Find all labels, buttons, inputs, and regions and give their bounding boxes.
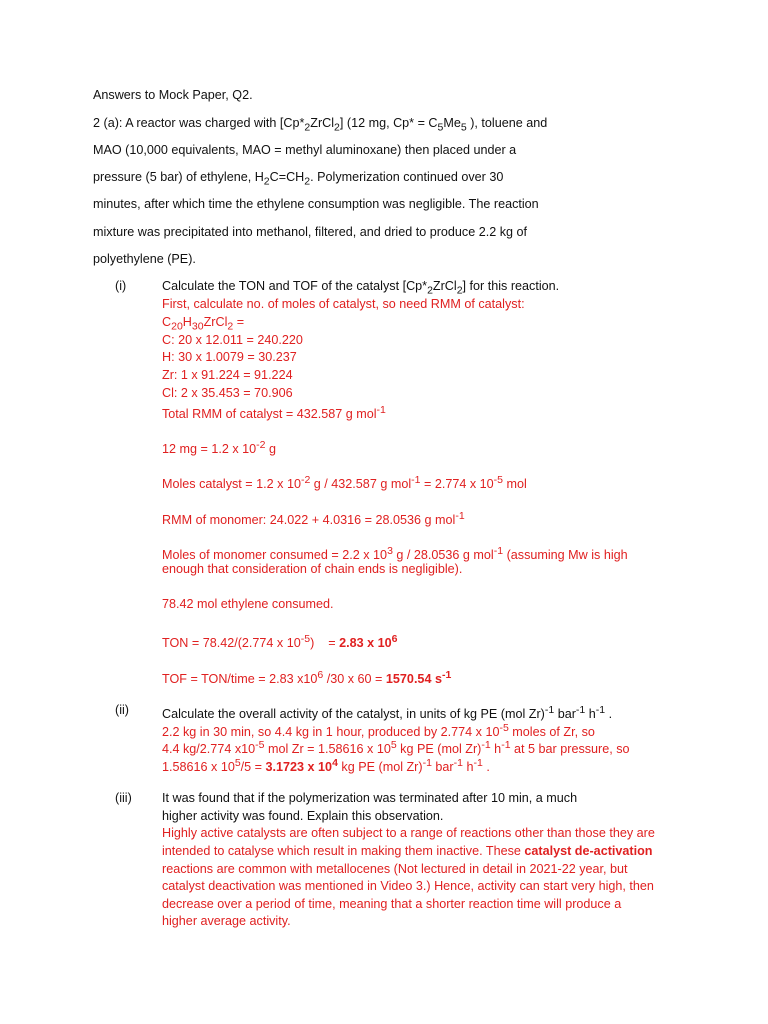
moles-monomer-line-2: enough that consideration of chain ends is negligible).	[162, 562, 463, 576]
part-iii-question-1: It was found that if the polymerization was terminated after 10 min, a much	[162, 791, 578, 805]
part-i-question: Calculate the TON and TOF of the catalyst $[Cp*_2ZrCl_2]$ for this reaction.	[162, 279, 560, 297]
carbon-line: C: 20 x 12.011 = 240.220	[162, 333, 303, 347]
doc-title: Answers to Mock Paper, Q2.	[93, 88, 253, 102]
intro-line-1: 2 (a): A reactor was charged with $[Cp*_2ZrCl_2]$ (12 mg, $Cp* = C_5Me_5$ ), toluene and	[93, 116, 548, 134]
ethylene-consumed-line: 78.42 mol ethylene consumed.	[162, 597, 334, 611]
formula-line: $C_{20}H_{30}ZrCl_2$ =	[162, 315, 245, 333]
moles-catalyst-line: Moles catalyst = 1.2 x $10^{-2}$ g / 432.587 g mol$^{-1}$ = 2.774 x $10^{-5}$ mol	[162, 474, 527, 492]
part-iii-question-2: higher activity was found. Explain this observation.	[162, 809, 444, 823]
part-iii-answer-6: higher average activity.	[162, 914, 291, 928]
part-ii-answer-1: 2.2 kg in 30 min, so 4.4 kg in 1 hour, produced by 2.774 x $10^{-5}$ moles of Zr, so	[162, 722, 595, 740]
hydrogen-line: H: 30 x 1.0079 = 30.237	[162, 350, 297, 364]
part-ii-question: Calculate the overall activity of the catalyst, in units of kg PE (mol Zr)$^{-1}$ bar$^{-1}$ $h^{-1}$ .	[162, 704, 613, 722]
intro-line-2: MAO (10,000 equivalents, MAO = methyl aluminoxane) then placed under a	[93, 143, 517, 157]
ton-line: TON = 78.42/(2.774 x $10^{-5}$) = 2.83 x $10^6$	[162, 633, 398, 651]
part-ii-label: (ii)	[115, 703, 129, 717]
mass-conversion-line: 12 mg = 1.2 x $10^{-2}$ g	[162, 439, 277, 457]
part-iii-answer-5: decrease over a period of time, meaning that a shorter reaction time will produce a	[162, 897, 622, 911]
total-rmm-line: Total RMM of catalyst = 432.587 g mol$^{-1}$	[162, 404, 386, 422]
intro-line-6: polyethylene (PE).	[93, 252, 196, 266]
part-ii-answer-3: 1.58616 x $10^5/5 = 3.1723$ x $10^4$ kg PE (mol Zr)$^{-1}$ bar$^{-1}$ $h^{-1}$ .	[162, 757, 490, 775]
part-iii-answer-1: Highly active catalysts are often subject to a range of reactions other than those they are	[162, 826, 655, 840]
tof-line: TOF = TON/time = 2.83 $x10^6$ /30 x 60 = 1570.54 $s^{-1}$	[162, 669, 452, 687]
intro-line-4: minutes, after which time the ethylene consumption was negligible. The reaction	[93, 197, 539, 211]
zirconium-line: Zr: 1 x 91.224 = 91.224	[162, 368, 293, 382]
part-iii-answer-3: reactions are common with metallocenes (Not lectured in detail in 2021-22 year, but	[162, 862, 628, 876]
part-ii-answer-2: 4.4 kg/2.774 $x10^{-5}$ mol Zr = 1.58616 x $10^5$ kg PE (mol Zr)$^{-1}$ $h^{-1}$ at 5 bar pressure, so	[162, 739, 630, 757]
intro-line-5: mixture was precipitated into methanol, filtered, and dried to produce 2.2 kg of	[93, 225, 528, 239]
answer-line: First, calculate no. of moles of catalyst, so need RMM of catalyst:	[162, 297, 525, 311]
part-i-label: (i)	[115, 279, 127, 293]
part-iii-answer-2: intended to catalyse which result in making them inactive. These catalyst de-activation	[162, 844, 653, 858]
part-iii-answer-4: catalyst deactivation was mentioned in Video 3.) Hence, activity can start very high, then	[162, 879, 654, 893]
intro-line-3: pressure (5 bar) of ethylene, $H_2C=CH_2$. Polymerization continued over 30	[93, 170, 504, 188]
rmm-monomer-line: RMM of monomer: 24.022 + 4.0316 = 28.0536 g mol$^{-1}$	[162, 510, 465, 528]
chlorine-line: Cl: 2 x 35.453 = 70.906	[162, 386, 293, 400]
part-iii-label: (iii)	[115, 791, 132, 805]
moles-monomer-line: Moles of monomer consumed = 2.2 x $10^3$ g / 28.0536 g mol$^{-1}$ (assuming Mw is high	[162, 545, 628, 563]
